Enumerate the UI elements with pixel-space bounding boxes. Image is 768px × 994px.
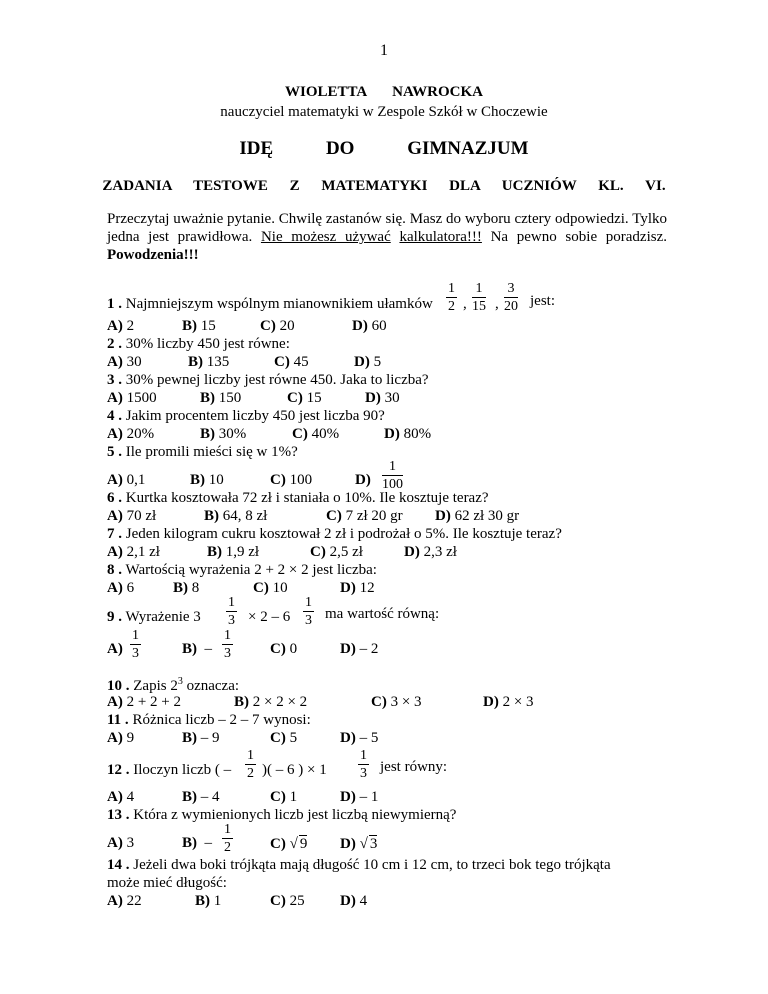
answer-c: 25 bbox=[289, 893, 305, 909]
numerator: 1 bbox=[224, 628, 231, 643]
label-c: C) bbox=[371, 694, 387, 710]
label-a: A) bbox=[107, 426, 123, 442]
answer-a: 20% bbox=[126, 426, 155, 442]
answer-d-wrap bbox=[365, 390, 400, 407]
answer-c-wrap bbox=[270, 472, 312, 489]
fraction bbox=[358, 749, 369, 781]
question-text: Różnica liczb – 2 – 7 wynosi: bbox=[132, 712, 311, 728]
fraction bbox=[446, 282, 457, 314]
question-text: Kurtka kosztowała 72 zł i staniała o 10%. Ile kosztuje teraz? bbox=[125, 490, 489, 506]
denominator: 2 bbox=[224, 840, 231, 855]
numerator: 1 bbox=[132, 628, 139, 643]
answer-b-wrap bbox=[182, 730, 220, 747]
question-end: jest równy: bbox=[380, 759, 448, 775]
question-number: 6 . bbox=[107, 490, 122, 506]
answer-c-wrap bbox=[270, 789, 297, 806]
answer-d: 80% bbox=[403, 426, 432, 442]
answer-c-wrap bbox=[270, 641, 297, 658]
denominator: 3 bbox=[360, 766, 367, 781]
intro-text-2: Na pewno sobie poradzisz. bbox=[481, 229, 668, 245]
label-b: B) bbox=[182, 730, 197, 746]
denominator: 2 bbox=[448, 299, 455, 314]
question-text-continued: może mieć długość: bbox=[107, 875, 227, 891]
label-d: D) bbox=[352, 318, 368, 334]
question-4 bbox=[107, 408, 385, 425]
label-b: B) bbox=[182, 318, 197, 334]
numerator: 1 bbox=[228, 595, 235, 610]
answer-d-wrap bbox=[340, 893, 367, 910]
question-9 bbox=[107, 609, 201, 626]
question-number: 3 . bbox=[107, 372, 122, 388]
fraction bbox=[226, 596, 237, 628]
answer-b-wrap bbox=[207, 544, 259, 561]
question-number: 9 . bbox=[107, 609, 122, 625]
answer-c-wrap bbox=[270, 835, 307, 853]
answer-a: 3 bbox=[126, 835, 135, 851]
intro-bold-end: Powodzenia!!! bbox=[107, 247, 199, 263]
answer-b: 10 bbox=[208, 472, 224, 488]
numerator: 1 bbox=[305, 595, 312, 610]
label-d: D) bbox=[483, 694, 499, 710]
question-7 bbox=[107, 526, 562, 543]
answer-c-wrap bbox=[274, 354, 309, 371]
answers-1 bbox=[107, 318, 134, 335]
question-number: 1 . bbox=[107, 296, 122, 312]
whole-number: 3 bbox=[193, 609, 201, 625]
label-b: B) bbox=[200, 426, 215, 442]
answer-a: 22 bbox=[126, 893, 142, 909]
intro-paragraph bbox=[107, 210, 667, 264]
fraction bbox=[130, 629, 141, 661]
answer-d-wrap bbox=[340, 835, 377, 853]
answer-b-wrap bbox=[182, 835, 212, 852]
question-end: jest: bbox=[530, 293, 555, 309]
answer-d: 60 bbox=[371, 318, 387, 334]
answer-d: 4 bbox=[359, 893, 368, 909]
label-c: C) bbox=[260, 318, 276, 334]
answer-b: – 9 bbox=[200, 730, 220, 746]
answer-d-wrap bbox=[340, 580, 375, 597]
document-subtitle: ZADANIA TESTOWE Z MATEMATYKI DLA UCZNIÓW KL. VI. bbox=[102, 178, 666, 194]
expression-middle: × 2 – 6 bbox=[248, 609, 291, 625]
answer-d-wrap bbox=[404, 544, 457, 561]
label-b: B) bbox=[188, 354, 203, 370]
label-c: C) bbox=[270, 472, 286, 488]
answer-d: 62 zł 30 gr bbox=[454, 508, 520, 524]
answer-a-wrap bbox=[107, 426, 154, 443]
answer-c: 10 bbox=[272, 580, 288, 596]
answer-c-wrap bbox=[371, 694, 422, 711]
denominator: 3 bbox=[224, 646, 231, 661]
label-c: C) bbox=[310, 544, 326, 560]
question-3 bbox=[107, 372, 429, 389]
question-end: ma wartość równą: bbox=[325, 606, 440, 622]
answer-a: 2,1 zł bbox=[126, 544, 160, 560]
answer-c: 45 bbox=[293, 354, 309, 370]
label-a: A) bbox=[107, 472, 123, 488]
question-text: Wartością wyrażenia 2 + 2 × 2 jest liczba: bbox=[125, 562, 377, 578]
label-c: C) bbox=[287, 390, 303, 406]
label-a: A) bbox=[107, 354, 123, 370]
question-13 bbox=[107, 807, 456, 824]
answer-d: 2 × 3 bbox=[502, 694, 534, 710]
denominator: 100 bbox=[382, 477, 403, 492]
answer-b-wrap bbox=[182, 789, 220, 806]
answer-a: 2 bbox=[126, 318, 135, 334]
question-number: 14 . bbox=[107, 857, 130, 873]
answer-d: 12 bbox=[359, 580, 375, 596]
label-c: C) bbox=[274, 354, 290, 370]
denominator: 3 bbox=[132, 646, 139, 661]
question-text: Najmniejszym wspólnym mianownikiem ułamków bbox=[125, 296, 433, 312]
answer-c: 1 bbox=[289, 789, 298, 805]
answer-b: – 4 bbox=[200, 789, 220, 805]
sign: – bbox=[204, 835, 212, 851]
author-subtitle: nauczyciel matematyki w Zespole Szkół w Choczewie bbox=[220, 104, 548, 120]
answer-b: 1 bbox=[213, 893, 222, 909]
question-number: 7 . bbox=[107, 526, 122, 542]
answer-b-wrap bbox=[200, 390, 241, 407]
answer-b: 1,9 zł bbox=[225, 544, 260, 560]
numerator: 3 bbox=[504, 282, 518, 298]
answer-a-wrap bbox=[107, 730, 134, 747]
label-c: C) bbox=[270, 893, 286, 909]
answer-d-wrap bbox=[340, 730, 378, 747]
answer-d-wrap bbox=[435, 508, 519, 525]
answer-b-wrap bbox=[190, 472, 224, 489]
label-d: D) bbox=[340, 893, 356, 909]
answer-d: – 5 bbox=[359, 730, 379, 746]
answer-c: 100 bbox=[289, 472, 313, 488]
answer-a-wrap bbox=[107, 694, 181, 711]
answer-c: 7 zł 20 gr bbox=[345, 508, 403, 524]
answer-a: 0,1 bbox=[126, 472, 146, 488]
label-b: B) bbox=[207, 544, 222, 560]
answer-b-wrap bbox=[204, 508, 267, 525]
answer-b-wrap bbox=[182, 641, 212, 658]
label-a: A) bbox=[107, 544, 123, 560]
answer-b: 2 × 2 × 2 bbox=[252, 694, 308, 710]
answer-a: 2 + 2 + 2 bbox=[126, 694, 181, 710]
numerator: 1 bbox=[472, 282, 486, 298]
answer-d: 2,3 zł bbox=[423, 544, 457, 560]
label-b: B) bbox=[182, 789, 197, 805]
label-a: A) bbox=[107, 835, 123, 851]
label-d: D) bbox=[340, 641, 356, 657]
question-text: Jeden kilogram cukru kosztował 2 zł i podrożał o 5%. Ile kosztuje teraz? bbox=[125, 526, 562, 542]
question-6 bbox=[107, 490, 489, 507]
label-c: C) bbox=[270, 730, 286, 746]
label-b: B) bbox=[200, 390, 215, 406]
label-d: D) bbox=[435, 508, 451, 524]
exponent: 3 bbox=[177, 676, 183, 687]
label-c: C) bbox=[292, 426, 308, 442]
denominator: 3 bbox=[228, 613, 235, 628]
answer-d-wrap bbox=[354, 354, 381, 371]
question-number: 5 . bbox=[107, 444, 122, 460]
label-d: D) bbox=[365, 390, 381, 406]
label-d: D) bbox=[355, 472, 371, 488]
question-number: 2 . bbox=[107, 336, 122, 352]
question-number: 11 . bbox=[107, 712, 129, 728]
label-a: A) bbox=[107, 390, 123, 406]
answer-a-wrap bbox=[107, 580, 134, 597]
answer-d: – 2 bbox=[359, 641, 379, 657]
question-number: 12 . bbox=[107, 762, 130, 778]
denominator: 3 bbox=[305, 613, 312, 628]
question-text: 30% pewnej liczby jest równe 450. Jaka to liczba? bbox=[125, 372, 429, 388]
label-c: C) bbox=[326, 508, 342, 524]
answer-c-wrap bbox=[270, 893, 305, 910]
answer-d-wrap bbox=[340, 789, 378, 806]
denominator: 15 bbox=[472, 299, 486, 314]
fraction bbox=[222, 823, 233, 855]
answer-b: 150 bbox=[218, 390, 242, 406]
label-a: A) bbox=[107, 580, 123, 596]
answer-a-wrap bbox=[107, 354, 142, 371]
label-a: A) bbox=[107, 508, 123, 524]
label-a: A) bbox=[107, 641, 123, 657]
answer-d-wrap bbox=[384, 426, 431, 443]
answer-a-wrap bbox=[107, 641, 123, 658]
fraction bbox=[222, 629, 233, 661]
author-name: WIOLETTA NAWROCKA bbox=[284, 84, 483, 100]
answer-d: – 1 bbox=[359, 789, 379, 805]
label-d: D) bbox=[340, 836, 356, 852]
answer-a-wrap bbox=[107, 508, 156, 525]
label-a: A) bbox=[107, 694, 123, 710]
document-title: IDĘ DO GIMNAZJUM bbox=[239, 138, 529, 159]
question-text: Która z wymienionych liczb jest liczbą niewymierną? bbox=[133, 807, 457, 823]
answer-b-wrap bbox=[200, 426, 246, 443]
label-b: B) bbox=[182, 835, 197, 851]
answer-b-wrap bbox=[173, 580, 199, 597]
question-text: Wyrażenie bbox=[125, 609, 190, 625]
label-b: B) bbox=[173, 580, 188, 596]
radicand: 3 bbox=[369, 836, 378, 852]
answer-b-wrap bbox=[182, 318, 216, 335]
answer-a-wrap bbox=[107, 544, 160, 561]
answer-c: 5 bbox=[289, 730, 298, 746]
question-text: Ile promili mieści się w 1%? bbox=[125, 444, 298, 460]
question-text: Jakim procentem liczby 450 jest liczba 90? bbox=[122, 408, 385, 424]
answer-c-wrap bbox=[326, 508, 403, 525]
answer-d: 5 bbox=[373, 354, 382, 370]
answer-a: 6 bbox=[126, 580, 135, 596]
answer-b: 64, 8 zł bbox=[222, 508, 268, 524]
answer-c-wrap bbox=[253, 580, 288, 597]
page-number: 1 bbox=[380, 42, 388, 59]
question-1 bbox=[107, 296, 433, 313]
label-d: D) bbox=[404, 544, 420, 560]
answer-c: 40% bbox=[311, 426, 340, 442]
answer-a: 9 bbox=[126, 730, 135, 746]
label-c: C) bbox=[270, 789, 286, 805]
label-d: D) bbox=[340, 789, 356, 805]
sign: – bbox=[204, 641, 212, 657]
answer-a-wrap bbox=[107, 789, 134, 806]
separator: , bbox=[463, 296, 467, 312]
fraction bbox=[303, 596, 314, 628]
intro-underlined-2: kalkulatora!!! bbox=[399, 229, 482, 245]
label-d: D) bbox=[340, 730, 356, 746]
answer-c: 3 × 3 bbox=[390, 694, 422, 710]
question-11 bbox=[107, 712, 311, 729]
question-number: 10 . bbox=[107, 678, 130, 694]
answer-c: 20 bbox=[279, 318, 295, 334]
question-10 bbox=[107, 676, 239, 695]
radicand: 9 bbox=[299, 836, 308, 852]
numerator: 1 bbox=[382, 460, 403, 476]
question-number: 8 . bbox=[107, 562, 122, 578]
answer-a-wrap bbox=[107, 472, 145, 489]
answer-b-wrap bbox=[195, 893, 221, 910]
label-b: B) bbox=[204, 508, 219, 524]
label-d: D) bbox=[340, 580, 356, 596]
question-text-end: oznacza: bbox=[182, 678, 240, 694]
answer-a-wrap bbox=[107, 835, 134, 852]
numerator: 1 bbox=[247, 748, 254, 763]
label-a: A) bbox=[107, 893, 123, 909]
answer-c-wrap bbox=[260, 318, 295, 335]
answer-b: 30% bbox=[218, 426, 247, 442]
label-b: B) bbox=[195, 893, 210, 909]
question-number: 4 . bbox=[107, 408, 122, 424]
label-a: A) bbox=[107, 789, 123, 805]
answer-b-wrap bbox=[188, 354, 229, 371]
numerator: 1 bbox=[448, 281, 455, 296]
numerator: 1 bbox=[224, 822, 231, 837]
sqrt-icon: √ bbox=[289, 836, 298, 852]
answer-a: 70 zł bbox=[126, 508, 157, 524]
answer-c: 15 bbox=[306, 390, 322, 406]
fraction bbox=[245, 749, 256, 781]
answer-a: 4 bbox=[126, 789, 135, 805]
question-text: Jeżeli dwa boki trójkąta mają długość 10 cm i 12 cm, to trzeci bok tego trójkąta bbox=[129, 857, 611, 873]
separator: , bbox=[495, 296, 499, 312]
label-b: B) bbox=[182, 641, 197, 657]
label-d: D) bbox=[354, 354, 370, 370]
answer-a-wrap bbox=[107, 390, 157, 407]
answer-c-wrap bbox=[287, 390, 322, 407]
answer-a: 1500 bbox=[126, 390, 157, 406]
question-8 bbox=[107, 562, 377, 579]
intro-underlined-1: Nie możesz używać bbox=[260, 229, 391, 245]
answer-d-wrap bbox=[352, 318, 387, 335]
answer-d-wrap bbox=[355, 472, 371, 489]
question-12 bbox=[107, 762, 231, 779]
answer-c-wrap bbox=[292, 426, 339, 443]
intro-text-1: Przeczytaj uważnie pytanie. Chwilę zastanów się. Masz do wyboru cztery odpowiedzi. Tylko jedna jest prawidłowa. bbox=[107, 211, 667, 245]
denominator: 20 bbox=[504, 299, 518, 314]
fraction bbox=[382, 460, 403, 492]
question-5 bbox=[107, 444, 298, 461]
fraction bbox=[504, 282, 518, 314]
answer-d-wrap bbox=[483, 694, 534, 711]
label-b: B) bbox=[234, 694, 249, 710]
question-2 bbox=[107, 336, 290, 353]
label-c: C) bbox=[253, 580, 269, 596]
answer-d-wrap bbox=[340, 641, 378, 658]
question-14 bbox=[107, 857, 611, 874]
answer-a-wrap bbox=[107, 893, 142, 910]
numerator: 1 bbox=[360, 748, 367, 763]
answer-c-wrap bbox=[270, 730, 297, 747]
answer-b-wrap bbox=[234, 694, 307, 711]
question-text: Zapis 2 bbox=[133, 678, 178, 694]
label-d: D) bbox=[384, 426, 400, 442]
answer-b: 8 bbox=[191, 580, 200, 596]
answer-c: 2,5 zł bbox=[329, 544, 363, 560]
question-number: 13 . bbox=[107, 807, 130, 823]
answer-b: 15 bbox=[200, 318, 216, 334]
answer-d: 30 bbox=[384, 390, 400, 406]
answer-a: 30 bbox=[126, 354, 142, 370]
label-a: A) bbox=[107, 318, 123, 334]
sqrt-icon: √ bbox=[359, 836, 368, 852]
question-text: Iloczyn liczb bbox=[133, 762, 212, 778]
expression-part: )( – 6 ) × 1 bbox=[262, 762, 327, 778]
answer-c-wrap bbox=[310, 544, 363, 561]
answer-b: 135 bbox=[206, 354, 230, 370]
label-c: C) bbox=[270, 836, 286, 852]
expression-part: ( – bbox=[214, 762, 232, 778]
label-c: C) bbox=[270, 641, 286, 657]
label-a: A) bbox=[107, 730, 123, 746]
question-text: 30% liczby 450 jest równe: bbox=[125, 336, 290, 352]
answer-c: 0 bbox=[289, 641, 298, 657]
fraction bbox=[472, 282, 486, 314]
label-b: B) bbox=[190, 472, 205, 488]
denominator: 2 bbox=[247, 766, 254, 781]
